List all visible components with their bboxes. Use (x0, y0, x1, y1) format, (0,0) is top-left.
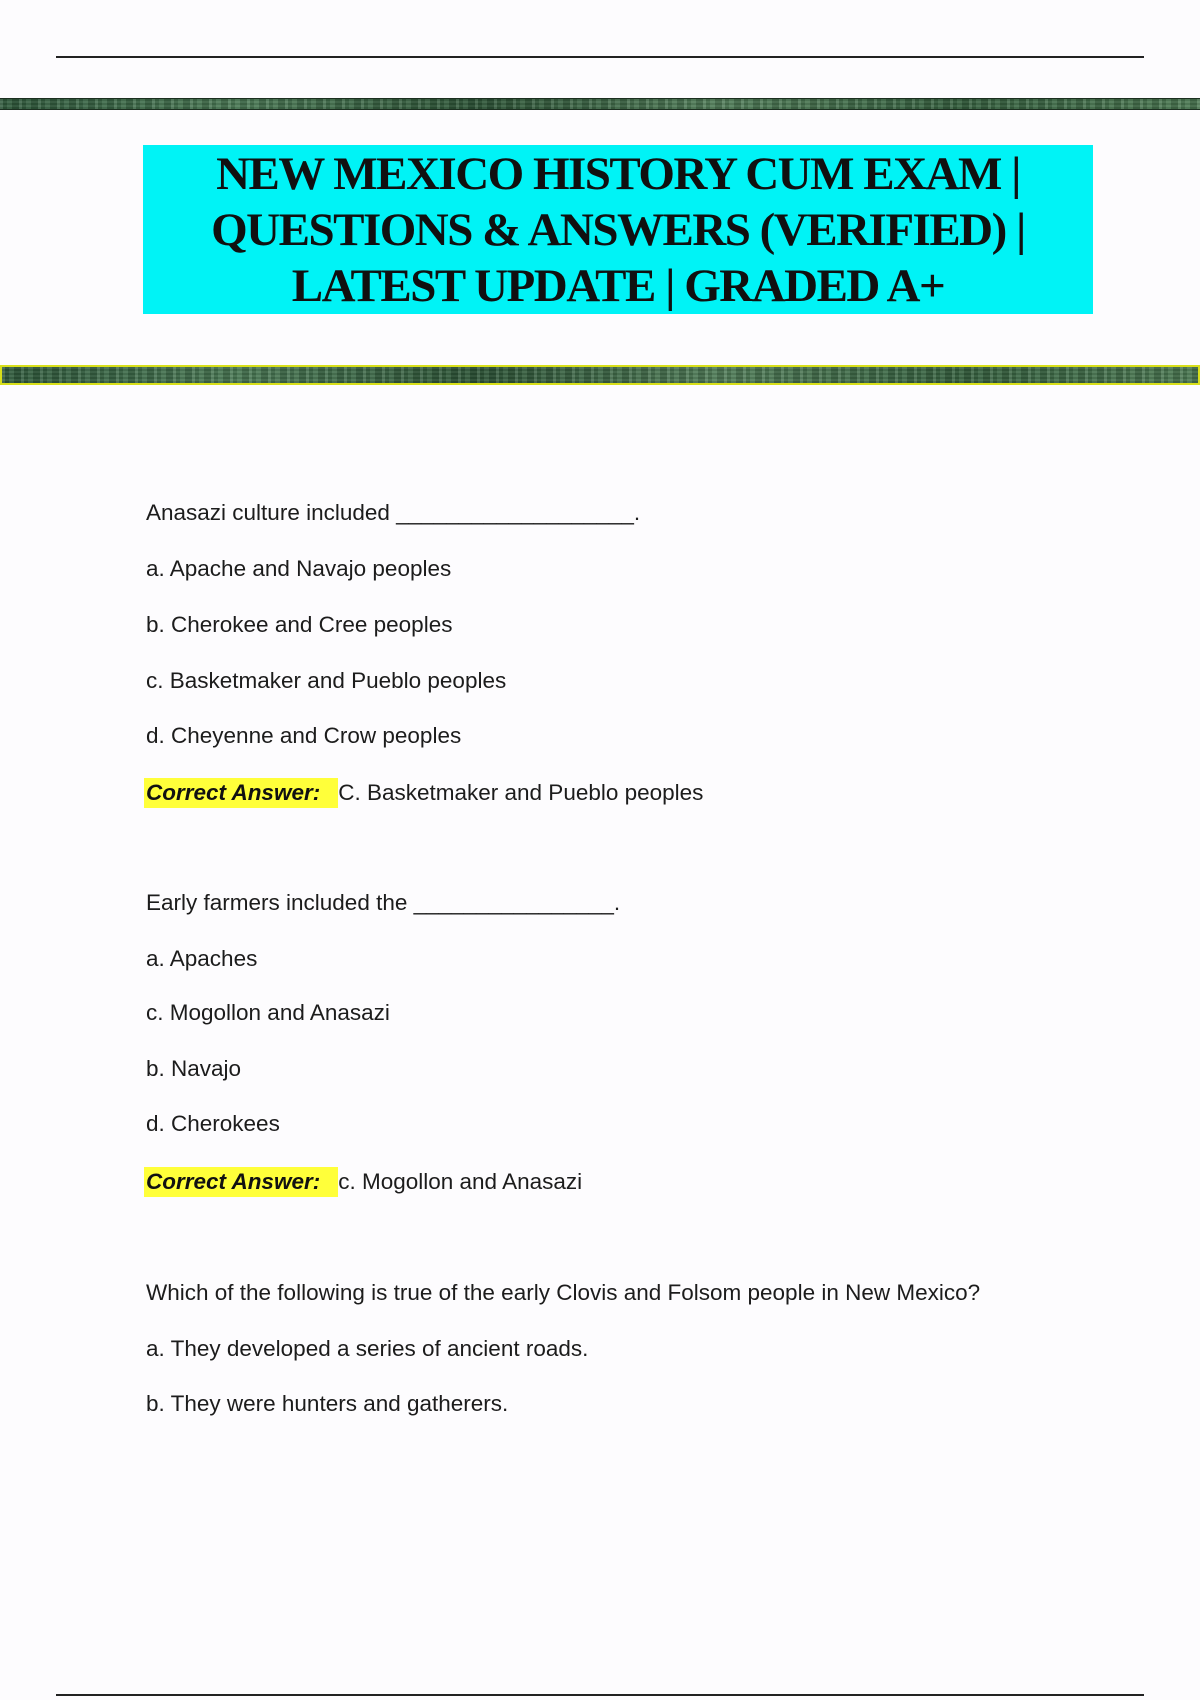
title-line-1: NEW MEXICO HISTORY CUM EXAM | (216, 147, 1020, 200)
decorative-band-bottom (0, 365, 1200, 385)
title-line-2: QUESTIONS & ANSWERS (VERIFIED) | (211, 203, 1025, 256)
title-box (143, 145, 1093, 314)
option-d: d. Cheyenne and Crow peoples (146, 723, 462, 748)
header-rule (56, 56, 1144, 58)
question-prompt: Anasazi culture included ___________________. (146, 500, 641, 525)
correct-answer-row (146, 1167, 582, 1197)
correct-answer-text: c. Mogollon and Anasazi (338, 1169, 583, 1194)
option-c: c. Basketmaker and Pueblo peoples (146, 668, 507, 693)
option-a: a. Apaches (146, 946, 258, 971)
option-a: a. Apache and Navajo peoples (146, 556, 452, 581)
correct-answer-row (146, 778, 703, 808)
option-a: a. They developed a series of ancient roads. (146, 1336, 589, 1361)
correct-answer-text: C. Basketmaker and Pueblo peoples (338, 780, 704, 805)
correct-answer-label: Correct Answer: (144, 778, 338, 808)
option-c: c. Mogollon and Anasazi (146, 1000, 390, 1025)
title-line-3: LATEST UPDATE | GRADED A+ (291, 259, 945, 312)
option-b: b. Cherokee and Cree peoples (146, 612, 453, 637)
question-prompt: Which of the following is true of the early Clovis and Folsom people in New Mexico? (146, 1280, 981, 1305)
option-b: b. Navajo (146, 1056, 242, 1081)
correct-answer-label: Correct Answer: (144, 1167, 338, 1197)
option-b: b. They were hunters and gatherers. (146, 1391, 509, 1416)
option-d: d. Cherokees (146, 1111, 280, 1136)
footer-rule (56, 1694, 1144, 1696)
decorative-band-top (0, 98, 1200, 110)
document-title (168, 146, 1068, 314)
question-prompt: Early farmers included the ________________. (146, 890, 621, 915)
